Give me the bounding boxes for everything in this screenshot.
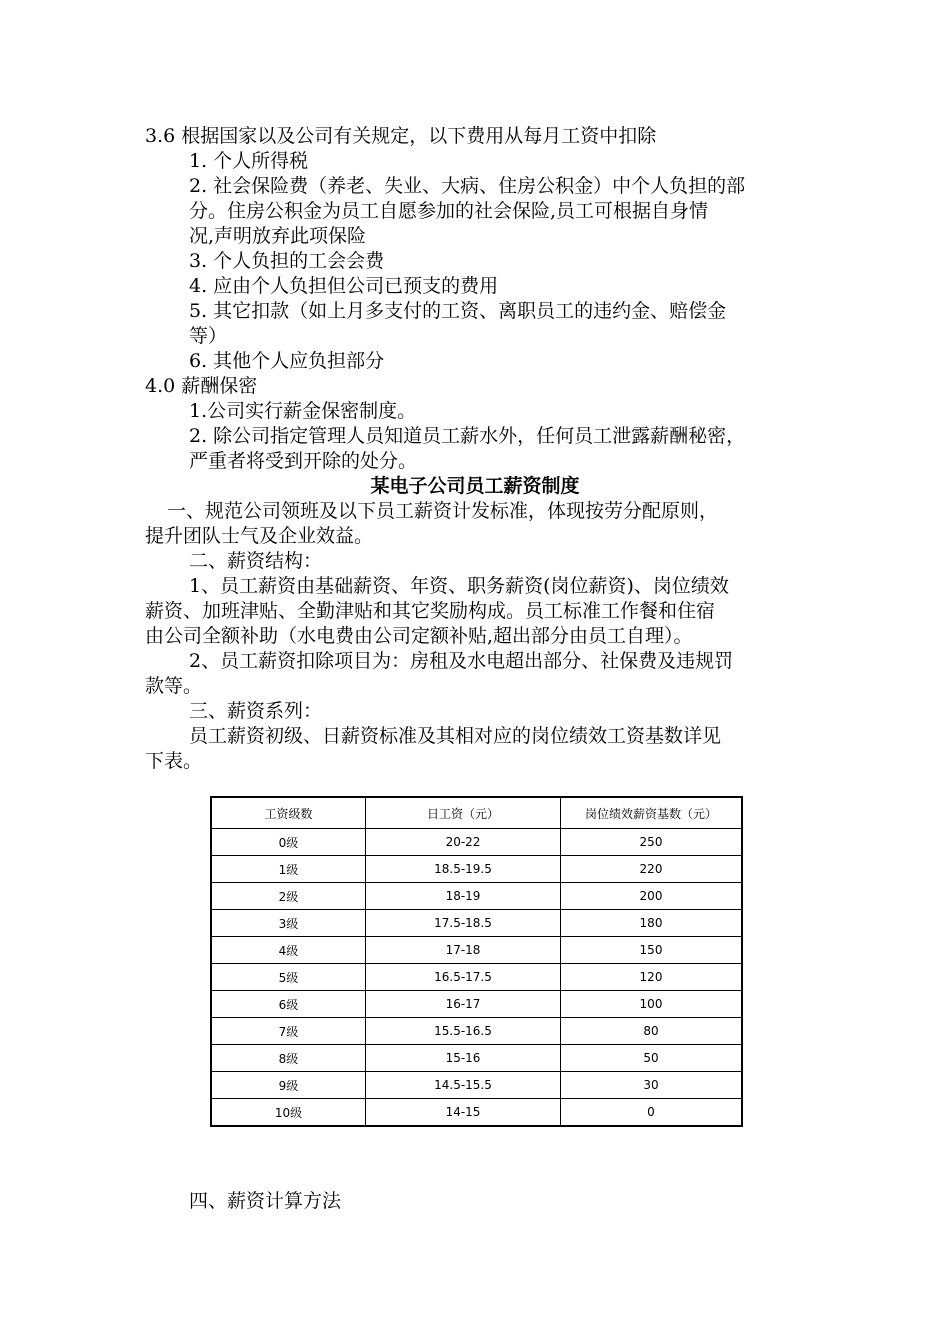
table-cell: 0 [561,1099,743,1127]
wage-table [210,796,743,1127]
table-cell: 6级 [211,991,366,1018]
paragraph-line: 款等。 [145,675,203,697]
table-cell: 200 [561,883,743,910]
paragraph-line: 员工薪资初级、日薪资标准及其相对应的岗位绩效工资基数详见 [189,725,722,747]
column-header: 日工资（元） [366,797,561,829]
table-row [211,883,742,910]
table-cell: 0级 [211,829,366,856]
list-item: 5. 其它扣款（如上月多支付的工资、离职员工的违约金、赔偿金 [189,300,727,322]
list-item: 等） [189,325,228,347]
table-cell: 18-19 [366,883,561,910]
table-cell: 14.5-15.5 [366,1072,561,1099]
list-item: 2. 社会保险费（养老、失业、大病、住房公积金）中个人负担的部 [189,175,746,197]
table-cell: 15.5-16.5 [366,1018,561,1045]
table-cell: 80 [561,1018,743,1045]
paragraph-line: 下表。 [145,750,203,772]
column-header: 岗位绩效薪资基数（元） [561,797,743,829]
table-cell: 20-22 [366,829,561,856]
list-item: 况,声明放弃此项保险 [189,225,367,247]
section-4-0-heading: 4.0 薪酬保密 [145,375,258,397]
table-row [211,1072,742,1099]
column-header: 工资级数 [211,797,366,829]
paragraph-line: 由公司全额补助（水电费由公司定额补贴,超出部分由员工自理）。 [145,625,693,647]
table-cell: 1级 [211,856,366,883]
paragraph-line: 薪资、加班津贴、全勤津贴和其它奖励构成。员工标准工作餐和住宿 [145,600,716,622]
table-cell: 5级 [211,964,366,991]
table-cell: 150 [561,937,743,964]
table-cell: 30 [561,1072,743,1099]
table-cell: 220 [561,856,743,883]
paragraph-line: 二、薪资结构： [189,550,323,572]
table-cell: 3级 [211,910,366,937]
table-row [211,1018,742,1045]
table-cell: 14-15 [366,1099,561,1127]
table-cell: 50 [561,1045,743,1072]
paragraph-line: 一、规范公司领班及以下员工薪资计发标准，体现按劳分配原则， [167,500,719,522]
list-item: 分。住房公积金为员工自愿参加的社会保险,员工可根据自身情 [189,200,709,222]
table-row [211,910,742,937]
table-cell: 8级 [211,1045,366,1072]
table-cell: 9级 [211,1072,366,1099]
list-item: 1. 个人所得税 [189,150,309,172]
table-row [211,856,742,883]
table-row [211,964,742,991]
table-row [211,991,742,1018]
table-cell: 100 [561,991,743,1018]
table-cell: 120 [561,964,743,991]
table-cell: 180 [561,910,743,937]
table-cell: 18.5-19.5 [366,856,561,883]
table-row [211,1099,742,1127]
table-row [211,1045,742,1072]
table-row [211,937,742,964]
table-cell: 15-16 [366,1045,561,1072]
list-item: 3. 个人负担的工会会费 [189,250,385,272]
document-title: 某电子公司员工薪资制度 [370,475,580,497]
table-cell: 16.5-17.5 [366,964,561,991]
paragraph-line: 1、员工薪资由基础薪资、年资、职务薪资(岗位薪资)、岗位绩效 [189,575,729,597]
paragraph-line: 2、员工薪资扣除项目为：房租及水电超出部分、社保费及违规罚 [189,650,734,672]
paragraph-line: 提升团队士气及企业效益。 [145,525,374,547]
paragraph-line: 三、薪资系列： [189,700,323,722]
list-item: 严重者将受到开除的处分。 [189,450,418,472]
table-row [211,829,742,856]
table-cell: 7级 [211,1018,366,1045]
list-item: 6. 其他个人应负担部分 [189,350,385,372]
list-item: 1.公司实行薪金保密制度。 [189,400,417,422]
list-item: 4. 应由个人负担但公司已预支的费用 [189,275,499,297]
table-header-row [211,797,742,829]
list-item: 2. 除公司指定管理人员知道员工薪水外，任何员工泄露薪酬秘密， [189,425,746,447]
table-cell: 10级 [211,1099,366,1127]
table-cell: 2级 [211,883,366,910]
table-cell: 4级 [211,937,366,964]
section-4-heading: 四、薪资计算方法 [189,1190,342,1212]
table-cell: 250 [561,829,743,856]
table-cell: 16-17 [366,991,561,1018]
section-3-6-heading: 3.6 根据国家以及公司有关规定，以下费用从每月工资中扣除 [145,125,657,147]
table-cell: 17-18 [366,937,561,964]
table-cell: 17.5-18.5 [366,910,561,937]
